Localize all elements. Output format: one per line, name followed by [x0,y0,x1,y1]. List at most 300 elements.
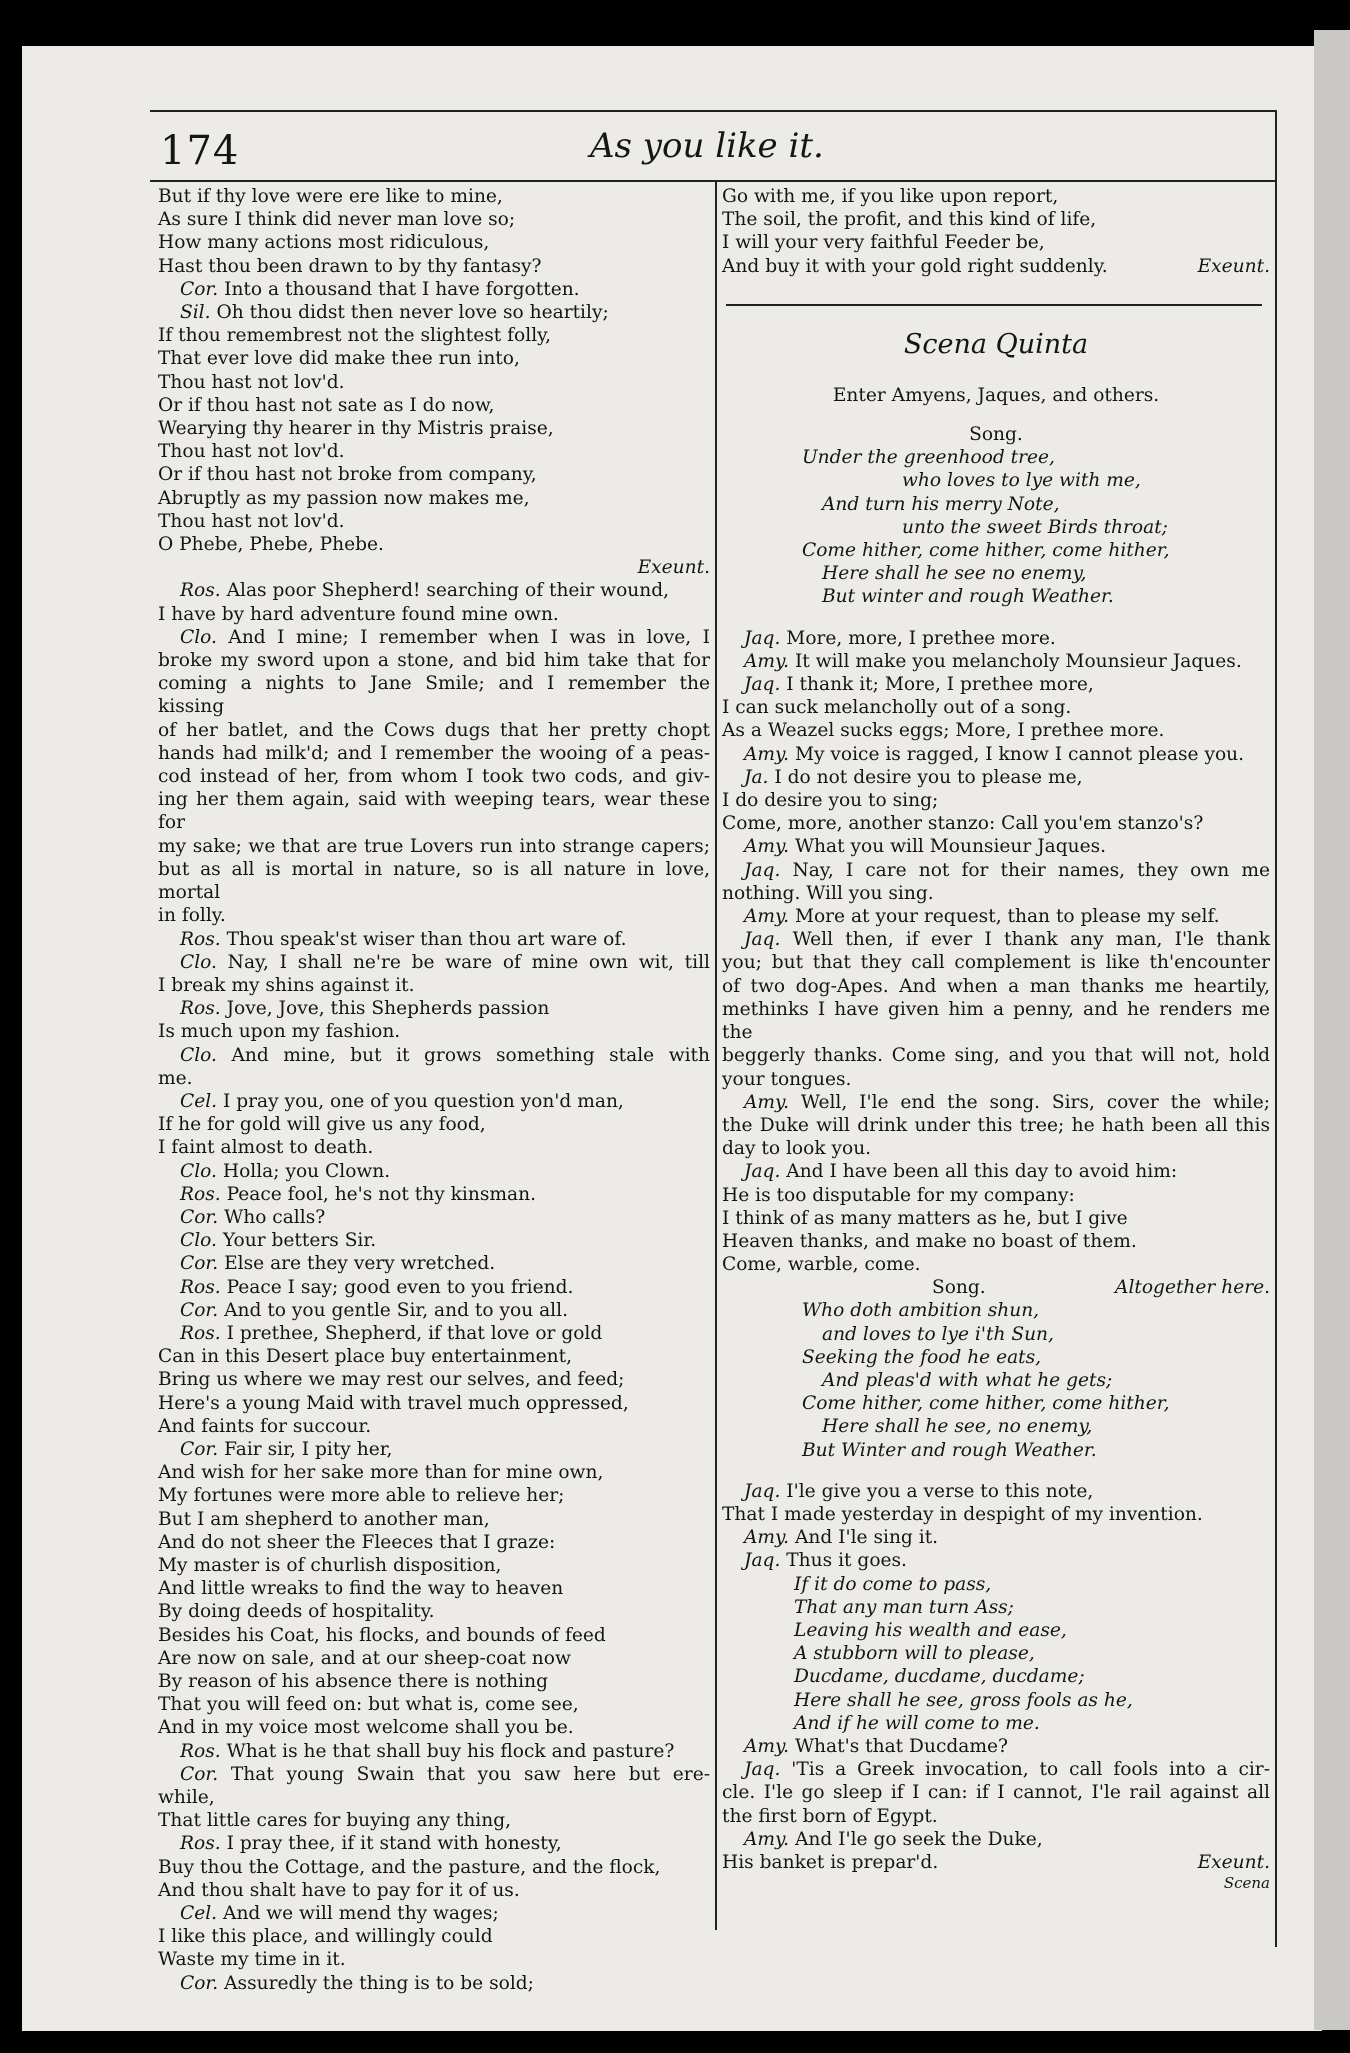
speaker-name: Amy. [744,1735,790,1757]
text-line [158,904,710,927]
text-line [158,1879,710,1902]
speaker-name: Jaq. [744,1759,781,1781]
page-number: 174 [160,128,240,174]
text-line [722,951,1270,974]
line-text: you; but that they call complement is like th'encounter [722,952,1270,974]
line-text: Go with me, if you like upon report, [722,186,1059,207]
speaker-name: Jaq. [744,1161,781,1183]
text-line [722,835,1270,858]
text-line [722,1091,1270,1114]
text-line [158,1044,710,1067]
line-text: I can suck melancholly out of a song. [722,697,1072,719]
speaker-name: Ros. [180,1322,221,1344]
line-text: I thank it; More, I prethee more, [786,674,1094,696]
line-text: And do not sheer the Fleeces that I graze: [158,1531,556,1553]
text-line [158,1670,710,1693]
text-line [158,719,710,742]
text-line [158,1368,710,1391]
text-line [722,975,1270,998]
speaker-name: Cor. [180,278,219,300]
speaker-name: Jaq. [744,1550,781,1572]
dialogue-block [722,627,1270,1277]
line-text: coming a nights to Jane Smile; and I remember the kissing [158,673,710,718]
line-text: I like this place, and willingly could [158,1926,493,1948]
speaker-name: Cor. [180,1438,219,1460]
line-text: Waste my time in it. [158,1949,346,1971]
text-line [722,1735,1270,1758]
dialogue-block [722,1480,1270,1573]
text-line [158,1577,710,1600]
text-line [722,1114,1270,1137]
text-line [158,1136,710,1159]
speaker-name: Clo. [180,951,217,973]
line-text: Come, warble, come. [722,1254,921,1276]
line-text: My voice is ragged, I know I cannot please you. [794,743,1245,765]
line-text: Nay, I care not for their names, they own me [792,859,1270,881]
text-line [158,1438,710,1461]
text-line [158,672,710,718]
text-line [158,417,710,440]
song-line: But Winter and rough Weather. [802,1439,1097,1461]
line-text: Thou hast not lov'd. [158,441,345,463]
line-text: Holla; you Clown. [222,1160,391,1182]
line-text: I do not desire you to please me, [774,766,1083,788]
song-line: And turn his merry Note, [822,493,1060,515]
song-heading-row [722,1276,1270,1299]
line-text: Come, more, another stanzo: Call you'em stanzo's? [722,813,1204,835]
text-line [722,231,1270,254]
line-text: And faints for succour. [158,1415,372,1437]
scene-divider [726,304,1262,306]
line-text: I prethee, Shepherd, if that love or gold [226,1322,603,1344]
text-line [158,1113,710,1136]
text-line [722,812,1270,835]
line-text: More, more, I prethee more. [786,627,1056,649]
text-line [158,974,710,997]
line-text: Thou hast not lov'd. [158,371,345,393]
text-line [158,1740,710,1763]
line-text: the first born of Egypt. [722,1805,938,1827]
line-text: of her batlet, and the Cows dugs that her pretty chopt [158,719,710,741]
line-text: That young Swain that you saw here but ere- [230,1763,710,1785]
line-text: in folly. [158,905,226,927]
text-line [158,487,710,510]
text-line [158,1832,710,1855]
line-text: the Duke will drink under this tree; he hath been all this [722,1114,1270,1136]
speaker-name: Cor. [180,1253,219,1275]
exit-direction: Exeunt. [1197,255,1270,277]
line-text: But if thy love were ere like to mine, [158,186,503,207]
running-title: As you like it. [590,126,824,166]
speaker-name: Clo. [180,1160,217,1182]
text-line [722,1253,1270,1276]
text-line [158,603,710,626]
text-line [722,1781,1270,1804]
text-line [158,1531,710,1554]
line-text: Buy thou the Cottage, and the pasture, and the flock, [158,1856,661,1878]
text-line [158,626,710,649]
song-line: Here shall he see no enemy, [822,563,1087,585]
exit-direction: Exeunt. [1197,1852,1270,1873]
line-text: And I have been all this day to avoid him: [786,1161,1178,1183]
line-text: broke my sword upon a stone, and bid him take that for [158,650,710,672]
line-text: And to you gentle Sir, and to you all. [224,1299,568,1321]
song-line: And pleas'd with what he gets; [822,1369,1113,1391]
text-line [158,1948,710,1971]
verse-line: A stubborn will to please, [794,1643,1035,1665]
line-text: And mine, but it grows something stale with [231,1044,710,1066]
line-text: Thou speak'st wiser than thou art ware of. [226,928,627,950]
speaker-name: Jaq. [744,859,781,881]
text-line [722,859,1270,882]
text-line [158,1415,710,1438]
line-text: He is too disputable for my company: [722,1184,1075,1206]
line-text: By doing deeds of hospitality. [158,1601,435,1623]
speaker-name: Clo. [180,626,217,648]
header-rule [150,180,1275,182]
verse-line: Ducdame, ducdame, ducdame; [794,1666,1085,1688]
text-line [722,673,1270,696]
text-line [158,1786,710,1809]
line-text: That I made yesterday in despight of my invention. [722,1503,1203,1525]
text-line [722,1230,1270,1253]
line-text: hands had milk'd; and I remember the wooing of a peas- [158,742,710,764]
line-text: while, [158,1787,215,1809]
line-text: Can in this Desert place buy entertainment, [158,1346,572,1368]
line-text: I will your very faithful Feeder be, [722,232,1045,254]
text-line [158,1902,710,1925]
text-line [158,1461,710,1484]
line-text: your tongues. [722,1068,852,1090]
line-text: But I am shepherd to another man, [158,1508,490,1530]
speaker-name: Ja. [744,766,769,788]
line-text: How many actions most ridiculous, [158,232,490,254]
text-line [158,1322,710,1345]
text-line [158,301,710,324]
text-line [722,627,1270,650]
line-text: Or if thou hast not broke from company, [158,464,537,486]
line-text: of two dog-Apes. And when a man thanks me heartily, [722,975,1270,997]
text-line [158,1229,710,1252]
line-text: And thou shalt have to pay for it of us. [158,1879,520,1901]
line-text: Are now on sale, and at our sheep-coat now [158,1647,571,1669]
line-text: methinks I have given him a penny, and he renders me the [722,998,1270,1044]
song-line: Come hither, come hither, come hither, [802,1393,1170,1415]
line-text: I pray you, one of you question yon'd man, [223,1090,624,1112]
verse-line: And if he will come to me. [794,1712,1040,1734]
text-line [158,255,710,278]
text-line [158,997,710,1020]
speaker-name: Ros. [180,1833,221,1855]
line-text: Peace fool, he's not thy kinsman. [226,1183,536,1205]
song-heading: Song. [969,424,1023,446]
speaker-name: Cor. [180,1972,219,1994]
text-line [158,231,710,254]
text-line [158,835,710,858]
line-text: Else are they very wretched. [224,1253,496,1275]
speaker-name: Amy. [744,650,790,672]
speaker-name: Ros. [180,928,221,950]
text-line [158,1252,710,1275]
adjacent-page-edge [1314,30,1350,2030]
speaker-name: Amy. [744,1091,790,1113]
line-text: My master is of churlish disposition, [158,1554,502,1576]
line-text: Abruptly as my passion now makes me, [158,487,530,509]
line-text: My fortunes were more able to relieve her; [158,1485,565,1507]
speaker-name: Jaq. [744,1480,781,1502]
line-text: I break my shins against it. [158,974,415,996]
line-text: day to look you. [722,1138,872,1160]
line-text: By reason of his absence there is nothing [158,1671,548,1692]
text-line [158,208,710,231]
text-line [158,1925,710,1948]
song-line: But winter and rough Weather. [822,586,1114,608]
text-line [158,1554,710,1577]
line-text: Peace I say; good even to you friend. [226,1276,574,1298]
text-line [722,1526,1270,1549]
line-text: And buy it with your gold right suddenly. [722,255,1108,277]
text-line [722,1044,1270,1067]
line-text: What is he that shall buy his flock and pasture? [226,1740,675,1762]
song-line: Here shall he see, no enemy, [822,1416,1093,1438]
speaker-name: Ros. [180,1740,221,1762]
line-text: And in my voice most welcome shall you be. [158,1717,574,1739]
text-line [158,1856,710,1879]
line-text: Heaven thanks, and make no boast of them. [722,1230,1137,1252]
line-text: beggerly thanks. Come sing, and you that will not, hold [722,1045,1270,1067]
text-line [158,1206,710,1229]
verse-line: Here shall he see, gross fools as he, [794,1689,1133,1711]
text-line [158,1067,710,1090]
text-line [158,928,710,951]
song-line: unto the sweet Birds throat; [902,516,1168,538]
song-line: Seeking the food he eats, [802,1346,1042,1368]
verse-line: That any man turn Ass; [794,1596,1014,1618]
text-line [158,649,710,672]
scene-end-lines [722,185,1270,255]
text-line [722,789,1270,812]
text-line [158,1600,710,1623]
line-text: Who calls? [224,1206,326,1228]
line-text: O Phebe, Phebe, Phebe. [158,534,384,556]
speaker-name: Sil. [180,302,211,324]
line-text: More at your request, than to please my self. [794,906,1220,928]
line-text: And I mine; I remember when I was in love, I [228,626,710,648]
text-line [722,882,1270,905]
line-text: Into a thousand that I have forgotten. [224,278,580,300]
text-line [158,1624,710,1647]
line-text: Assuredly the thing is to be sold; [224,1972,534,1994]
line-text: Thus it goes. [786,1550,907,1572]
text-line [158,858,710,904]
text-line [722,185,1270,208]
scene-title: Scena Quinta [903,328,1089,360]
speaker-name: Ros. [180,1183,221,1205]
text-line [158,1763,710,1786]
song-line: and loves to lye i'th Sun, [822,1323,1054,1345]
text-line [158,371,710,394]
text-line [158,324,710,347]
line-text: cle. I'le go sleep if I can: if I cannot, I'le rail against all [722,1782,1270,1804]
stage-direction-entrance: Enter Amyens, Jaques, and others. [832,384,1160,406]
text-line [722,1160,1270,1183]
line-text: me. [158,1067,193,1089]
line-text: I faint almost to death. [158,1137,374,1159]
text-line [722,719,1270,742]
line-text: That you will feed on: but what is, come see, [158,1694,579,1716]
line-text: That little cares for buying any thing, [158,1810,512,1832]
verse-line: If it do come to pass, [794,1573,992,1595]
text-line [722,1480,1270,1503]
line-text: Wearying thy hearer in thy Mistris praise, [158,418,554,440]
line-text: Oh thou didst then never love so heartily; [216,302,609,324]
text-line [158,1345,710,1368]
line-text: nothing. Will you sing. [722,882,934,904]
verse-line: Leaving his wealth and ease, [794,1619,1067,1641]
speaker-name: Cor. [180,1763,219,1785]
text-line [722,1503,1270,1526]
text-line [722,1828,1270,1851]
line-text: I do desire you to sing; [722,790,939,812]
line-text: Jove, Jove, this Shepherds passion [226,998,550,1020]
text-line [722,1549,1270,1572]
line-text: As a Weazel sucks eggs; More, I prethee more. [722,720,1165,742]
line-text: Exeunt. [637,557,710,579]
line-text: And I'le go seek the Duke, [794,1828,1043,1850]
line-text: Besides his Coat, his flocks, and bounds of feed [158,1624,606,1646]
speaker-name: Amy. [744,1527,790,1549]
text-line [158,742,710,765]
text-line [158,765,710,788]
speaker-name: Jaq. [744,929,781,951]
line-text: Here's a young Maid with travel much oppressed, [158,1392,629,1414]
line-text: Alas poor Shepherd! searching of their wound, [226,580,670,602]
text-line [158,1716,710,1739]
song-line: Come hither, come hither, come hither, [802,540,1170,562]
line-text: That ever love did make thee run into, [158,348,520,370]
text-line [158,1484,710,1507]
text-line [158,1160,710,1183]
line-text: And wish for her sake more than for mine own, [158,1462,604,1484]
text-line [722,1184,1270,1207]
text-line [158,951,710,974]
speaker-name: Amy. [744,743,790,765]
text-line [722,766,1270,789]
text-line [722,1137,1270,1160]
speaker-name: Clo. [180,1044,217,1066]
page-header [150,120,1275,182]
left-column [158,185,710,1994]
speaker-name: Cor. [180,1206,219,1228]
scene-end-line [722,255,1270,278]
line-text: ing her them again, said with weeping tears, wear these for [158,789,710,834]
line-text: The soil, the profit, and this kind of life, [722,209,1097,231]
line-text: Well, I'le end the song. Sirs, cover the while; [800,1091,1270,1113]
song-line: Who doth ambition shun, [802,1300,1040,1322]
speaker-name: Amy. [744,836,790,858]
line-text: I pray thee, if it stand with honesty, [226,1833,562,1855]
text-line [158,1508,710,1531]
text-line [158,579,710,602]
song-line: who loves to lye with me, [902,470,1141,492]
line-text: but as all is mortal in nature, so is all nature in love, mortal [158,858,710,904]
text-line [158,440,710,463]
text-line [158,1020,710,1043]
line-text: cod instead of her, from whom I took two cods, and giv- [158,766,710,788]
catchword: Scena [1223,1874,1270,1893]
speaker-name: Amy. [744,906,790,928]
line-text: Well then, if ever I thank any man, I'le thank [792,929,1270,951]
text-line [158,1276,710,1299]
text-line [722,905,1270,928]
text-line [722,650,1270,673]
text-line [158,394,710,417]
song-verse [722,446,1270,608]
song-verse [722,1299,1270,1461]
speaker-name: Amy. [744,1828,790,1850]
text-line [722,1758,1270,1781]
speaker-name: Ros. [180,998,221,1020]
verse [722,1573,1270,1735]
line-text: If he for gold will give us any food, [158,1114,486,1136]
line-text: It will make you melancholy Mounsieur Jaques. [794,650,1242,672]
text-line [722,743,1270,766]
line-text: I'le give you a verse to this note, [786,1480,1094,1502]
line-text: Or if thou hast not sate as I do now, [158,394,495,416]
text-line [158,463,710,486]
text-line [158,185,710,208]
line-text: Fair sir, I pity her, [224,1438,393,1460]
text-line [158,1392,710,1415]
line-text: Thou hast not lov'd. [158,510,345,532]
text-line [158,788,710,834]
text-line [158,347,710,370]
line-text: And I'le sing it. [794,1527,939,1549]
line-text: Is much upon my fashion. [158,1021,401,1043]
text-line [722,1207,1270,1230]
text-line [158,1183,710,1206]
text-line [158,1647,710,1670]
right-column [722,185,1270,1935]
line-text: my sake; we that are true Lovers run into strange capers; [158,835,710,857]
speaker-name: Jaq. [744,674,781,696]
line-text: As sure I think did never man love so; [158,209,516,231]
text-line [158,278,710,301]
line-text: I think of as many matters as he, but I give [722,1207,1128,1229]
speaker-name: Jaq. [744,627,781,649]
text-line [158,510,710,533]
line-text: What's that Ducdame? [794,1735,1008,1757]
line-text: And we will mend thy wages; [223,1903,499,1925]
line-text: And little wreaks to find the way to heaven [158,1578,564,1600]
line-text: If thou remembrest not the slightest folly, [158,325,552,347]
line-text: What you will Mounsieur Jaques. [794,836,1107,858]
text-line [158,556,710,579]
text-line [158,1809,710,1832]
speaker-name: Cel. [180,1090,218,1112]
dialogue-block [722,1735,1270,1851]
text-line [158,533,710,556]
text-line [158,1299,710,1322]
speaker-name: Ros. [180,1276,221,1298]
speaker-name: Cor. [180,1299,219,1321]
text-line [722,1068,1270,1091]
line-text: Hast thou been drawn to by thy fantasy? [158,255,542,277]
text-line [722,696,1270,719]
speaker-name: Clo. [180,1230,217,1252]
text-line [722,208,1270,231]
speaker-name: Cel. [180,1903,218,1925]
